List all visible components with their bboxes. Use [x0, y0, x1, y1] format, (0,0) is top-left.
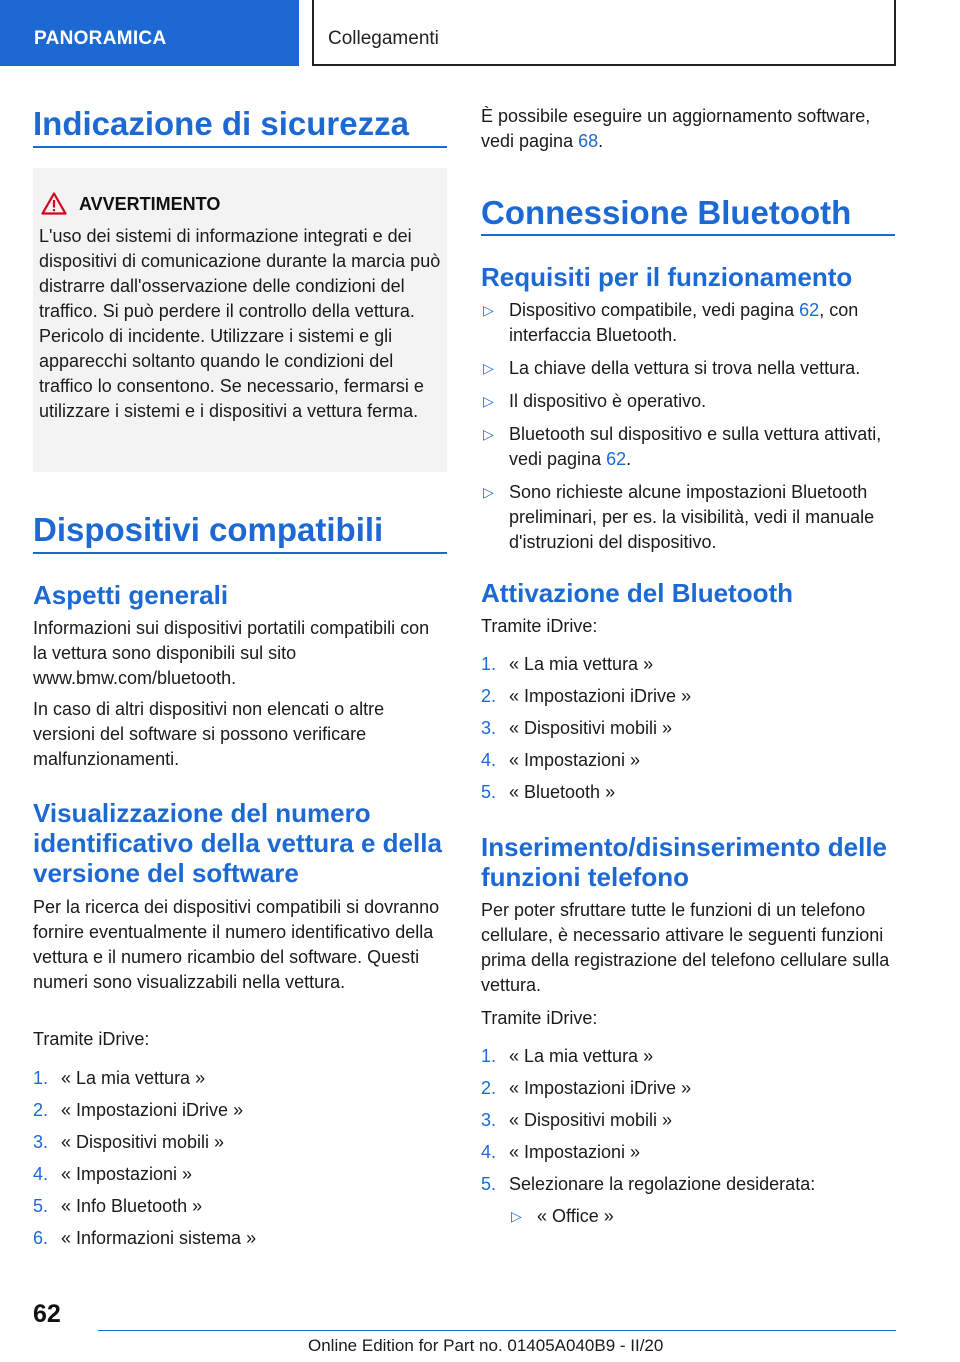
- steps-list-activation: [481, 652, 895, 805]
- page-link-68[interactable]: 68: [578, 131, 599, 151]
- heading-compatible-devices: Dispositivi compatibili: [33, 511, 384, 548]
- bullet-triangle-icon: ▷: [483, 393, 494, 409]
- list-item: 3. « Dispositivi mobili »: [33, 1132, 225, 1152]
- heading-rule: [33, 146, 447, 148]
- warning-title: AVVERTIMENTO: [79, 194, 221, 214]
- heading-safety: Indicazione di sicurezza: [33, 105, 409, 142]
- paragraph-via-idrive: Tramite iDrive:: [481, 616, 598, 636]
- paragraph-via-idrive: Tramite iDrive:: [33, 1029, 150, 1049]
- paragraph-phone-functions: Per poter sfruttare tutte le funzioni di un telefono cellulare, è necessario attivare le seguenti funzioni prima della registrazione del telefono cellulare sulla vettura.: [481, 900, 890, 995]
- paragraph-display-vin: Per la ricerca dei dispositivi compatibili si dovranno fornire eventualmente il numero identificativo della vettura e il numero ricambio del software. Questi numeri sono visualizzabili nella vettura.: [33, 897, 440, 992]
- bullet-triangle-icon: ▷: [483, 360, 494, 376]
- list-item: 4. « Impostazioni »: [481, 750, 641, 770]
- heading-general: Aspetti generali: [33, 580, 229, 610]
- list-item: 1. « La mia vettura »: [33, 1068, 206, 1088]
- list-item: 6. « Informazioni sistema »: [33, 1228, 257, 1248]
- heading-display-vin: Visualizzazione del numero identificativo della vettura e della versione del software: [33, 798, 442, 888]
- list-item: ▷ Sono richieste alcune impostazioni Bluetooth preliminari, per es. la visibilità, vedi il manuale d'istruzioni del dispositivo.: [483, 482, 875, 552]
- heading-bluetooth-activation: Attivazione del Bluetooth: [481, 578, 793, 608]
- list-item: 1. « La mia vettura »: [481, 1046, 654, 1066]
- bullet-triangle-icon: ▷: [483, 302, 494, 318]
- list-item: 5. Selezionare la regolazione desiderata:: [481, 1174, 816, 1194]
- bullet-triangle-icon: ▷: [483, 484, 494, 500]
- warning-triangle-icon: [41, 192, 67, 215]
- list-item: 5. « Info Bluetooth »: [33, 1196, 203, 1216]
- list-item: 3. « Dispositivi mobili »: [481, 718, 673, 738]
- paragraph-general-warning: In caso di altri dispositivi non elencati o altre versioni del software si possono verificare malfunzionamenti.: [33, 699, 385, 769]
- list-item: ▷ Il dispositivo è operativo.: [481, 389, 895, 414]
- page-link-62[interactable]: 62: [799, 300, 820, 320]
- chapter-tab-collegamenti[interactable]: Collegamenti: [312, 0, 896, 66]
- page-link-62[interactable]: 62: [606, 449, 627, 469]
- list-item: 2. « Impostazioni iDrive »: [33, 1100, 244, 1120]
- list-item: ▷ Bluetooth sul dispositivo e sulla vettura attivati, vedi pagina 62.: [483, 424, 882, 469]
- footer-rule: [98, 1330, 896, 1331]
- heading-rule: [481, 234, 895, 236]
- list-item: 2. « Impostazioni iDrive »: [481, 1078, 692, 1098]
- section-tab-panoramica[interactable]: PANORAMICA: [0, 0, 299, 66]
- page-header: [0, 0, 960, 66]
- list-item: ▷ La chiave della vettura si trova nella vettura.: [481, 356, 895, 381]
- list-item: ▷ « Office »: [509, 1204, 889, 1229]
- paragraph-general-info: Informazioni sui dispositivi portatili compatibili con la vettura sono disponibili sul sito www.bmw.com/bluetooth.: [33, 618, 430, 688]
- footer-edition: Online Edition for Part no. 01405A040B9 - II/20: [308, 1336, 664, 1355]
- heading-requirements: Requisiti per il funzionamento: [481, 262, 853, 292]
- list-item: 4. « Impostazioni »: [33, 1164, 193, 1184]
- warning-text: L'uso dei sistemi di informazione integrati e dei dispositivi di comunicazione durante la marcia può distrarre dall'osservazione delle condizioni del traffico. Si può perdere il controllo della vettura. Pericolo di incidente. Utilizzare i sistemi e gli apparecchi soltanto quando le condizioni del traffico lo consentono. Se necessario, fermarsi e utilizzare i sistemi e i dispositivi a vettura ferma.: [39, 226, 441, 421]
- list-item: 5. « Bluetooth »: [481, 782, 616, 802]
- heading-phone-functions: Inserimento/disinserimento delle funzioni telefono: [481, 832, 887, 892]
- steps-list-info: [33, 1066, 447, 1251]
- list-item: 4. « Impostazioni »: [481, 1142, 641, 1162]
- list-item: 1. « La mia vettura »: [481, 654, 654, 674]
- list-item: ▷ Dispositivo compatibile, vedi pagina 62, con interfaccia Bluetooth.: [483, 300, 859, 345]
- heading-rule: [33, 552, 447, 554]
- heading-bluetooth-connection: Connessione Bluetooth: [481, 194, 852, 231]
- list-item: 2. « Impostazioni iDrive »: [481, 686, 692, 706]
- list-item: 3. « Dispositivi mobili »: [481, 1110, 673, 1130]
- sub-options-list: [509, 1204, 889, 1229]
- bullet-triangle-icon: ▷: [511, 1208, 522, 1224]
- steps-list-phone: [481, 1044, 895, 1197]
- bullet-triangle-icon: ▷: [483, 426, 494, 442]
- requirements-list: [481, 298, 895, 555]
- warning-box: [33, 168, 447, 472]
- paragraph-software-update: È possibile eseguire un aggiornamento software, vedi pagina 68.: [481, 106, 871, 151]
- page-number: 62: [33, 1300, 61, 1328]
- paragraph-via-idrive: Tramite iDrive:: [481, 1008, 598, 1028]
